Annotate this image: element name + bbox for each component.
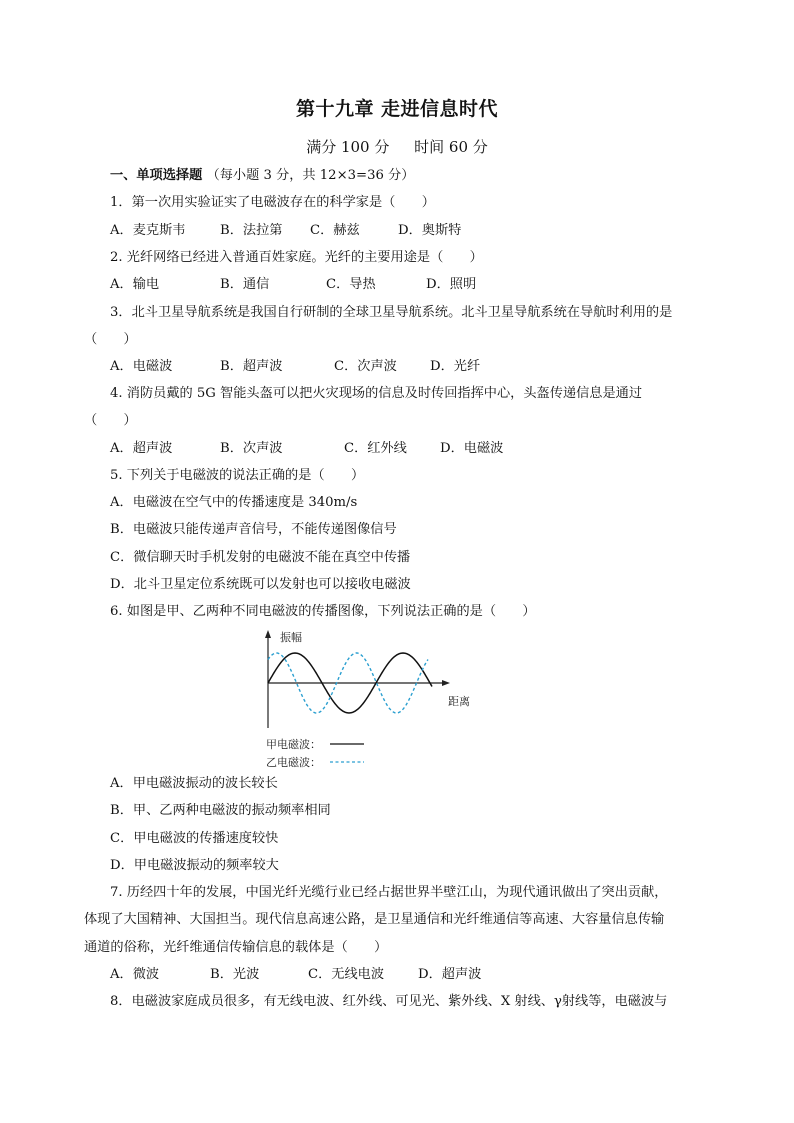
q3-option-b: B．超声波 bbox=[220, 359, 283, 374]
q2-option-b: B．通信 bbox=[220, 277, 270, 292]
wave-figure bbox=[260, 628, 490, 773]
q2-option-d: D．照明 bbox=[426, 277, 477, 292]
question-7-line-3: 通道的俗称，光纤维通信传输信息的载体是（ ） bbox=[84, 940, 388, 955]
question-4-paren: （ ） bbox=[84, 413, 137, 428]
chapter-title: 第十九章 走进信息时代 bbox=[295, 98, 499, 120]
q4-option-a: A．超声波 bbox=[110, 441, 173, 456]
y-axis-label: 振幅 bbox=[280, 631, 302, 644]
q2-option-c: C．导热 bbox=[326, 277, 376, 292]
q6-option-a: A．甲电磁波振动的波长较长 bbox=[110, 776, 278, 791]
q5-option-d: D．北斗卫星定位系统既可以发射也可以接收电磁波 bbox=[110, 577, 411, 592]
question-7-line-2: 体现了大国精神、大国担当。现代信息高速公路，是卫星通信和光纤维通信等高速、大容量信息传输 bbox=[84, 912, 665, 927]
x-axis-label: 距离 bbox=[448, 695, 470, 708]
full-score: 满分 100 分 bbox=[306, 138, 390, 156]
question-3-stem: 3．北斗卫星导航系统是我国自行研制的全球卫星导航系统。北斗卫星导航系统在导航时利用的是 bbox=[110, 305, 673, 320]
question-2-stem: 2. 光纤网络已经进入普通百姓家庭。光纤的主要用途是（ ） bbox=[110, 250, 483, 265]
question-7-line-1: 7. 历经四十年的发展，中国光纤光缆行业已经占据世界半壁江山，为现代通讯做出了突出贡献， bbox=[110, 885, 668, 900]
question-3-options bbox=[110, 357, 480, 377]
question-1-stem: 1．第一次用实验证实了电磁波存在的科学家是（ ） bbox=[110, 195, 435, 210]
q2-option-a: A．输电 bbox=[110, 277, 160, 292]
q7-option-d: D．超声波 bbox=[418, 967, 482, 982]
question-4-stem: 4. 消防员戴的 5G 智能头盔可以把火灾现场的信息及时传回指挥中心，头盔传递信息是通过 bbox=[110, 386, 643, 401]
question-1-options bbox=[110, 221, 461, 241]
q1-option-a: A．麦克斯韦 bbox=[110, 223, 186, 238]
q1-option-d: D．奥斯特 bbox=[398, 223, 462, 238]
q1-option-c: C．赫兹 bbox=[310, 223, 360, 238]
legend-wave-a: 甲电磁波： bbox=[266, 738, 321, 751]
question-4-options bbox=[110, 439, 503, 459]
x-axis-arrow bbox=[442, 680, 450, 686]
question-2-options bbox=[110, 275, 476, 295]
q6-option-b: B．甲、乙两种电磁波的振动频率相同 bbox=[110, 803, 331, 818]
q3-option-d: D．光纤 bbox=[430, 359, 481, 374]
question-6-stem: 6. 如图是甲、乙两种不同电磁波的传播图像，下列说法正确的是（ ） bbox=[110, 604, 536, 619]
q6-option-d: D．甲电磁波振动的频率较大 bbox=[110, 858, 279, 873]
q5-option-a: A．电磁波在空气中的传播速度是 340m/s bbox=[110, 495, 358, 510]
q6-option-c: C．甲电磁波的传播速度较快 bbox=[110, 831, 279, 846]
q4-option-c: C．红外线 bbox=[344, 441, 407, 456]
q4-option-b: B．次声波 bbox=[220, 441, 283, 456]
q5-option-c: C．微信聊天时手机发射的电磁波不能在真空中传播 bbox=[110, 550, 411, 565]
question-7-options bbox=[110, 965, 481, 985]
q3-option-a: A．电磁波 bbox=[110, 359, 173, 374]
q7-option-a: A．微波 bbox=[110, 967, 160, 982]
time-limit: 时间 60 分 bbox=[414, 138, 488, 156]
section-heading bbox=[110, 166, 414, 186]
q3-option-c: C．次声波 bbox=[334, 359, 397, 374]
q5-option-b: B．电磁波只能传递声音信号，不能传递图像信号 bbox=[110, 522, 397, 537]
q7-option-c: C．无线电波 bbox=[308, 967, 385, 982]
exam-info bbox=[0, 136, 794, 157]
y-axis-arrow bbox=[265, 630, 271, 638]
section-title: 一、单项选择题 bbox=[110, 168, 203, 183]
q1-option-b: B．法拉第 bbox=[220, 223, 283, 238]
question-5-stem: 5. 下列关于电磁波的说法正确的是（ ） bbox=[110, 468, 365, 483]
question-3-paren: （ ） bbox=[84, 332, 137, 347]
q7-option-b: B．光波 bbox=[210, 967, 260, 982]
question-8-stem: 8．电磁波家庭成员很多，有无线电波、红外线、可见光、紫外线、X 射线、γ射线等，电磁波与 bbox=[110, 994, 668, 1009]
section-note: （每小题 3 分，共 12×3=36 分） bbox=[206, 168, 415, 183]
legend-wave-b: 乙电磁波： bbox=[266, 756, 321, 769]
q4-option-d: D．电磁波 bbox=[440, 441, 504, 456]
